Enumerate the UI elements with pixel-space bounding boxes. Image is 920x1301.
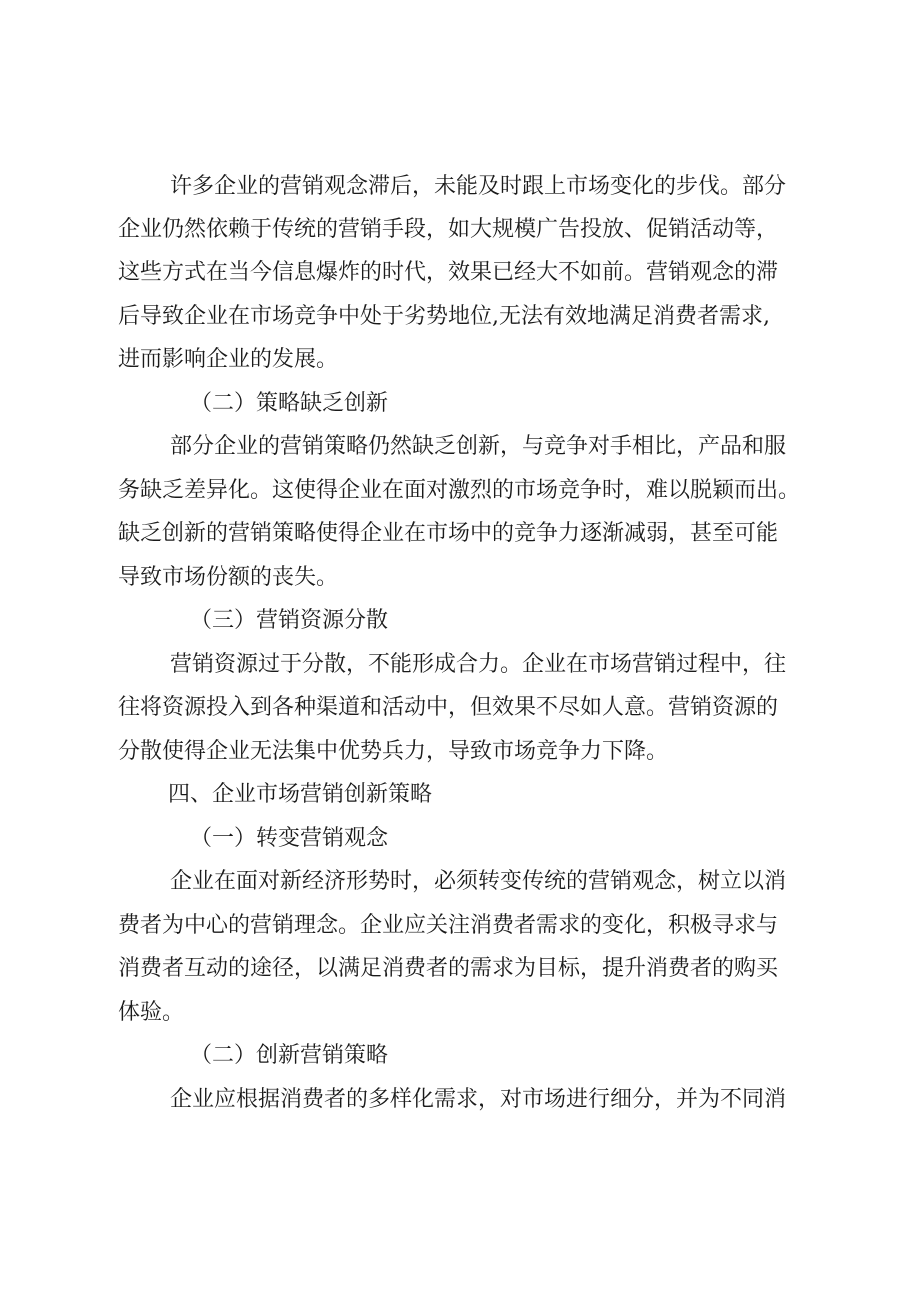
paragraph-line: 往将资源投入到各种渠道和活动中，但效果不尽如人意。营销资源的 — [118, 695, 779, 720]
paragraph-line: 企业应根据消费者的多样化需求，对市场进行细分，并为不同消 — [170, 1087, 787, 1112]
section-heading: （二）创新营销策略 — [190, 1043, 389, 1068]
paragraph-line: 费者为中心的营销理念。企业应关注消费者需求的变化，积极寻求与 — [118, 913, 779, 938]
paragraph-line: 许多企业的营销观念滞后，未能及时跟上市场变化的步伐。部分 — [170, 174, 787, 199]
paragraph-line: 企业在面对新经济形势时，必须转变传统的营销观念，树立以消 — [170, 869, 787, 894]
paragraph-line: 部分企业的营销策略仍然缺乏创新，与竞争对手相比，产品和服 — [170, 434, 787, 459]
paragraph-line: 分散使得企业无法集中优势兵力，导致市场竞争力下降。 — [118, 739, 669, 764]
section-heading: （一）转变营销观念 — [190, 826, 389, 851]
section-heading: （二）策略缺乏创新 — [190, 391, 389, 416]
paragraph-line: 营销资源过于分散，不能形成合力。企业在市场营销过程中，往 — [170, 652, 787, 677]
section-heading: （三）营销资源分散 — [190, 608, 389, 633]
paragraph-line: 导致市场份额的丧失。 — [118, 565, 339, 590]
paragraph-line: 进而影响企业的发展。 — [118, 347, 339, 372]
chapter-heading: 四、企业市场营销创新策略 — [168, 782, 433, 807]
paragraph-line: 企业仍然依赖于传统的营销手段，如大规模广告投放、促销活动等， — [118, 217, 779, 242]
paragraph-line: 消费者互动的途径，以满足消费者的需求为目标，提升消费者的购买 — [118, 956, 779, 981]
paragraph-line: 体验。 — [118, 1000, 185, 1025]
paragraph-line: 缺乏创新的营销策略使得企业在市场中的竞争力逐渐减弱，甚至可能 — [118, 521, 779, 546]
paragraph-line: 后导致企业在市场竞争中处于劣势地位,无法有效地满足消费者需求, — [118, 304, 770, 329]
paragraph-line: 务缺乏差异化。这使得企业在面对激烈的市场竞争时，难以脱颖而出。 — [118, 478, 801, 503]
paragraph-line: 这些方式在当今信息爆炸的时代，效果已经大不如前。营销观念的滞 — [118, 260, 779, 285]
